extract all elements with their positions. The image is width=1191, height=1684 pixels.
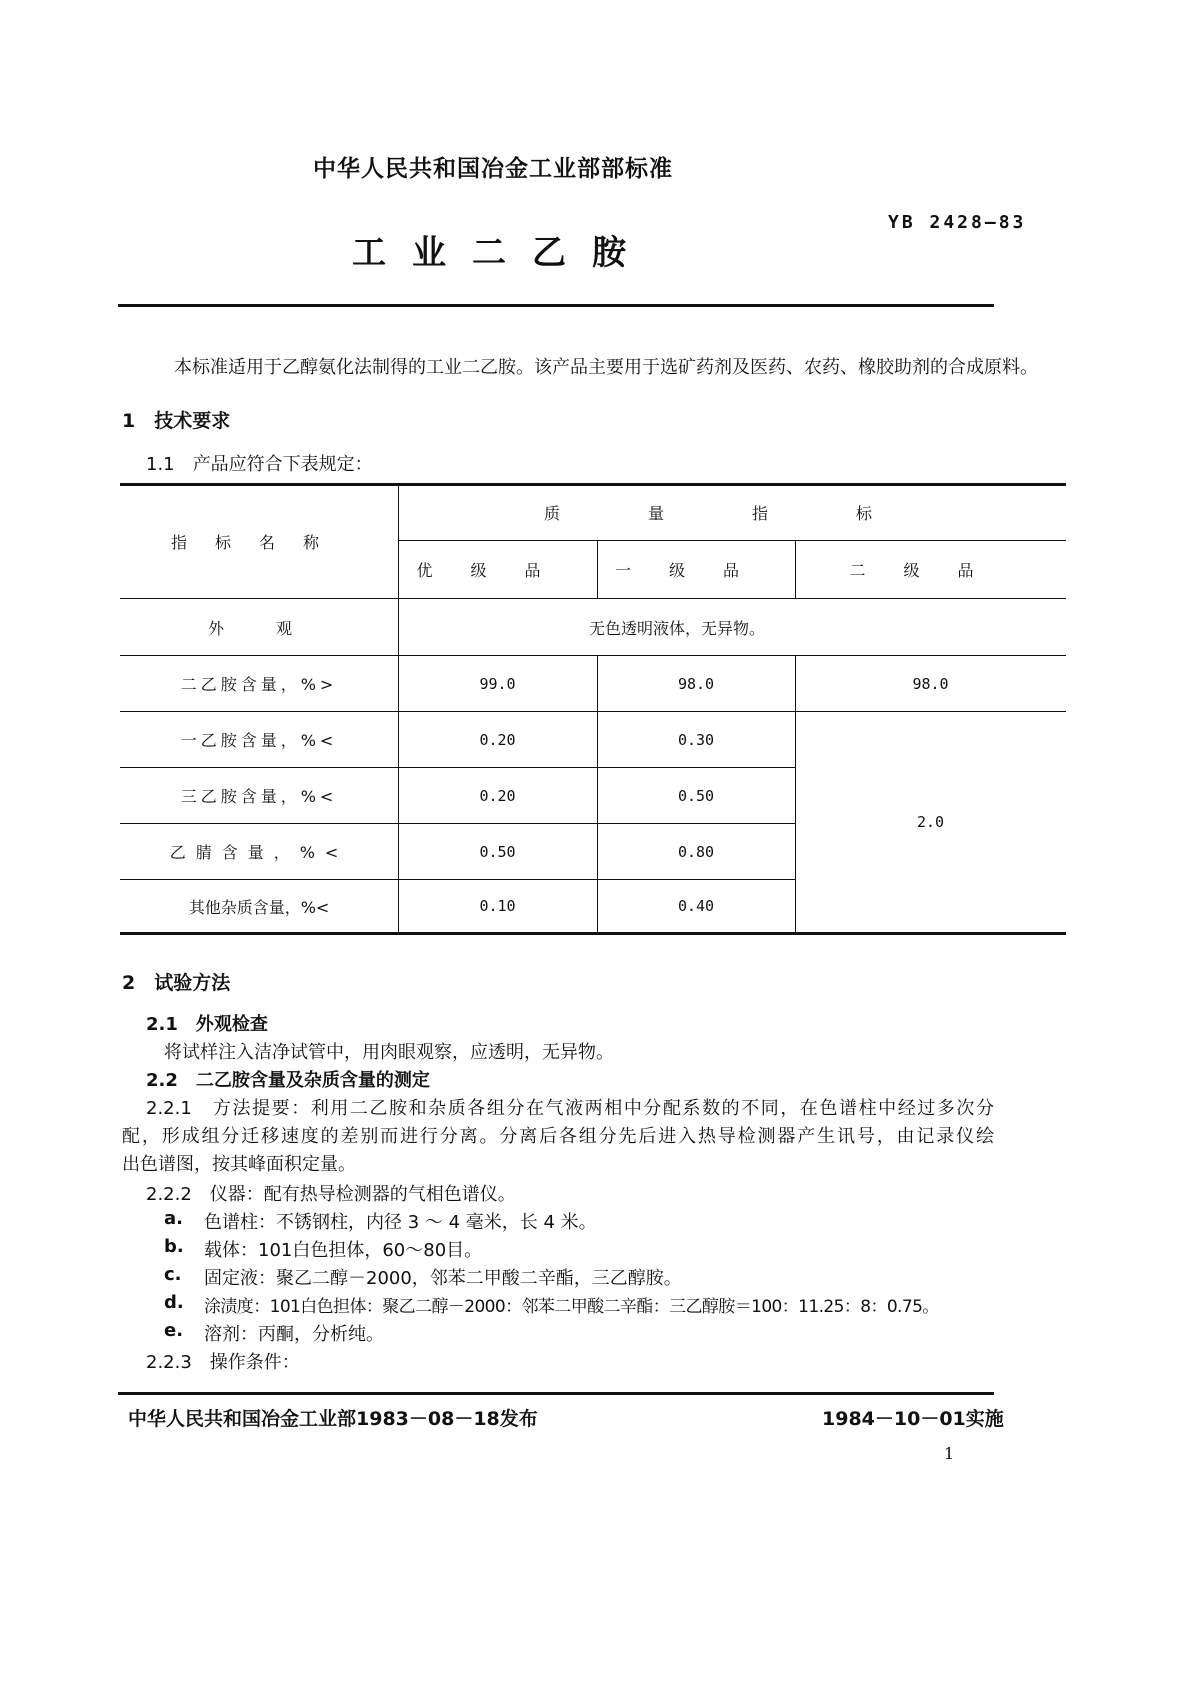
section-1-1-text: 1.1 产品应符合下表规定： [146,454,373,475]
issued-date: 中华人民共和国冶金工业部1983－08－18发布 [128,1408,538,1430]
header-rule [118,304,994,307]
section-2-1-heading: 2.1 外观检查 [146,1014,268,1035]
item-c-label: c. [164,1264,182,1285]
row-acetonitrile-first: 0.80 [677,842,715,861]
document-title: 工业二乙胺 [352,233,652,273]
spec-table [128,504,1072,1010]
row-diethylamine-premium: 99.0 [479,674,516,693]
effective-date: 1984－10－01实施 [822,1408,1004,1430]
row-appearance-name: 外 观 [207,618,310,638]
col-header-quality: 质量指标 [543,504,960,523]
row-appearance-value: 无色透明液体，无异物。 [588,618,765,638]
item-e-text: 溶剂：丙酮，分析纯。 [204,1324,384,1345]
row-acetonitrile-name: 乙腈含量，%< [169,843,349,862]
grade-second: 二级品 [849,560,1012,580]
section-2-2-1-line3: 出色谱图，按其峰面积定量。 [122,1154,356,1175]
section-1-heading: 1 技术要求 [122,410,231,432]
footer-rule [118,1392,994,1395]
section-2-2-1-line2: 配，形成组分迁移速度的差别而进行分离。分离后各组分先后进入热导检测器产生讯号，由记录仪绘 [122,1126,994,1147]
col-header-name: 指标名称 [170,533,347,552]
issuing-authority: 中华人民共和国冶金工业部部标准 [313,156,673,182]
item-b-text: 载体：101白色担体，60～80目。 [204,1240,483,1261]
grade-first: 一级品 [614,560,777,580]
row-triethylamine-premium: 0.20 [479,786,516,805]
section-2-2-1-line1: 2.2.1 方法提要：利用二乙胺和杂质各组分在气液两相中分配系数的不同，在色谱柱中经过多次分 [146,1098,994,1119]
item-e-label: e. [164,1320,184,1341]
section-2-2-3: 2.2.3 操作条件： [146,1352,300,1373]
standard-code: YB 2428—83 [888,212,1027,233]
scope-paragraph: 本标准适用于乙醇氨化法制得的工业二乙胺。该产品主要用于选矿药剂及医药、农药、橡胶助剂的合成原料。 [174,357,1038,378]
grade-premium: 优级品 [416,560,579,580]
item-b-label: b. [164,1236,184,1257]
item-d-text: 涂渍度：101白色担体：聚乙二醇－2000：邻苯二甲酸二辛酯：三乙醇胺＝100：11.25：8：0.75。 [204,1297,939,1317]
row-other-impurities-first: 0.40 [677,897,715,915]
page-number: 1 [944,1444,955,1463]
row-other-impurities-premium: 0.10 [479,897,516,915]
row-other-impurities-name: 其他杂质含量，%< [188,897,330,917]
row-diethylamine-name: 二乙胺含量，%> [180,675,338,694]
row-diethylamine-second: 98.0 [912,674,949,693]
row-ethylamine-first: 0.30 [677,730,715,749]
row-triethylamine-name: 三乙胺含量，%< [180,787,338,806]
item-d-label: d. [164,1292,184,1313]
section-2-1-text: 将试样注入洁净试管中，用肉眼观察，应透明，无异物。 [164,1042,614,1063]
row-diethylamine-first: 98.0 [677,674,715,693]
section-2-2-heading: 2.2 二乙胺含量及杂质含量的测定 [146,1070,430,1091]
section-2-heading: 2 试验方法 [122,972,231,994]
row-ethylamine-premium: 0.20 [479,730,516,749]
row-acetonitrile-premium: 0.50 [479,842,516,861]
item-a-text: 色谱柱：不锈钢柱，内径 3 ～ 4 毫米，长 4 米。 [204,1212,597,1233]
section-2-2-2: 2.2.2 仪器：配有热导检测器的气相色谱仪。 [146,1184,516,1205]
item-c-text: 固定液：聚乙二醇－2000，邻苯二甲酸二辛酯，三乙醇胺。 [204,1268,682,1289]
grade2-impurities-merged: 2.0 [916,813,945,831]
row-ethylamine-name: 一乙胺含量，%< [180,731,338,750]
item-a-label: a. [164,1208,183,1229]
row-triethylamine-first: 0.50 [677,786,715,805]
